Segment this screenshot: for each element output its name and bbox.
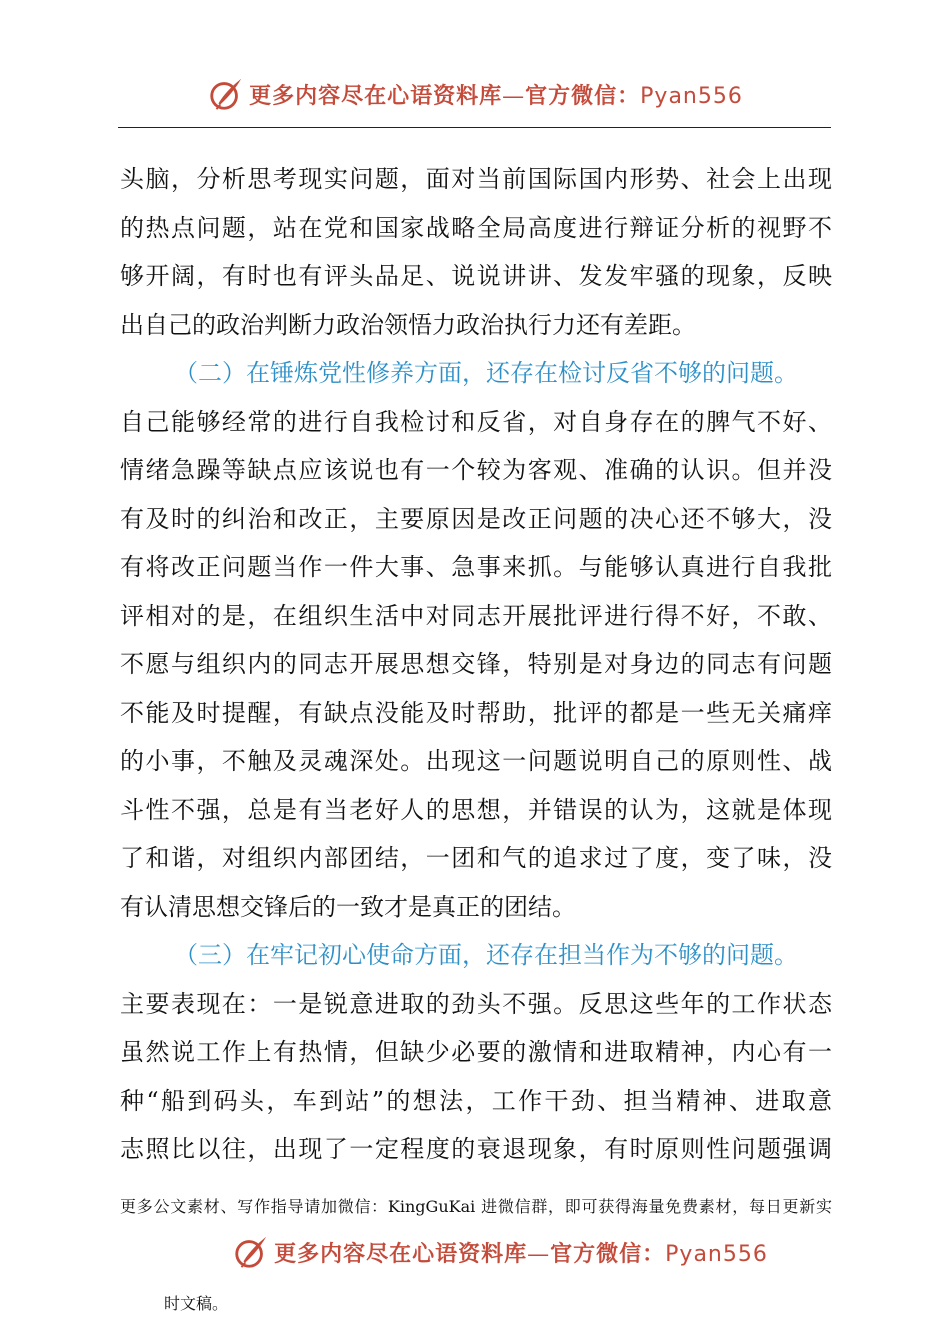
document-body bbox=[120, 155, 832, 1174]
watermark-text bbox=[274, 1237, 768, 1268]
footer-tail: 时文稿。 bbox=[164, 1294, 229, 1313]
watermark-separator: — bbox=[502, 83, 526, 109]
body-line: 头脑，分析思考现实问题，面对当前国际国内形势、社会上出现 bbox=[120, 165, 832, 193]
body-line: 的小事，不触及灵魂深处。出现这一问题说明自己的原则性、战 bbox=[120, 747, 832, 775]
watermark-text bbox=[249, 79, 743, 110]
body-line: 出自己的政治判断力政治领悟力政治执行力还有差距。 bbox=[120, 310, 696, 339]
body-line: 自己能够经常的进行自我检讨和反省，对自身存在的脾气不好、 bbox=[120, 407, 832, 436]
body-line: 虽然说工作上有热情，但缺少必要的激情和进取精神，内心有一 bbox=[120, 1038, 832, 1066]
watermark-brand: 更多内容尽在心语资料库 bbox=[274, 1240, 528, 1267]
body-line: 有认清思想交锋后的一致才是真正的团结。 bbox=[120, 892, 576, 921]
watermark-separator: — bbox=[527, 1241, 551, 1267]
footer-note: 更多公文素材、写作指导请加微信：KingGuKai 进微信群，即可获得海量免费素材，每日更新实 bbox=[120, 1197, 832, 1216]
header-divider bbox=[118, 127, 831, 128]
body-line: 有将改正问题当作一件大事、急事来抓。与能够认真进行自我批 bbox=[120, 553, 832, 581]
header-watermark bbox=[0, 72, 950, 116]
section-heading: （二）在锤炼党性修养方面，还存在检讨反省不够的问题。 bbox=[174, 359, 798, 387]
watermark-suffix: 官方微信： bbox=[550, 1240, 666, 1267]
body-line: 不能及时提醒，有缺点没能及时帮助，批评的都是一些无关痛痒 bbox=[120, 698, 832, 727]
watermark-suffix: 官方微信： bbox=[525, 82, 641, 109]
feather-pen-logo-icon bbox=[232, 1233, 270, 1271]
body-line: 够开阔，有时也有评头品足、说说讲讲、发发牢骚的现象，反映 bbox=[120, 262, 832, 290]
body-line: 不愿与组织内的同志开展思想交锋，特别是对身边的同志有问题 bbox=[120, 650, 832, 678]
body-line: 志照比以往，出现了一定程度的衰退现象，有时原则性问题强调 bbox=[120, 1135, 832, 1163]
feather-pen-logo-icon bbox=[207, 75, 245, 113]
watermark bbox=[232, 1233, 768, 1271]
section-heading: （三）在牢记初心使命方面，还存在担当作为不够的问题。 bbox=[174, 941, 798, 969]
body-line: 斗性不强，总是有当老好人的思想，并错误的认为，这就是体现 bbox=[120, 795, 832, 824]
body-line: 有及时的纠治和改正，主要原因是改正问题的决心还不够大，没 bbox=[120, 504, 832, 533]
body-line: 主要表现在：一是锐意进取的劲头不强。反思这些年的工作状态 bbox=[120, 989, 832, 1018]
footer-watermark bbox=[0, 1230, 950, 1274]
body-line: 了和谐，对组织内部团结，一团和气的追求过了度，变了味，没 bbox=[120, 844, 832, 872]
body-line: 种“船到码头，车到站”的想法，工作干劲、担当精神、进取意 bbox=[120, 1086, 832, 1115]
body-line: 情绪急躁等缺点应该说也有一个较为客观、准确的认识。但并没 bbox=[120, 456, 832, 484]
body-line: 评相对的是，在组织生活中对同志开展批评进行得不好，不敢、 bbox=[120, 601, 832, 630]
watermark-brand: 更多内容尽在心语资料库 bbox=[249, 82, 503, 109]
body-line: 的热点问题，站在党和国家战略全局高度进行辩证分析的视野不 bbox=[120, 213, 832, 242]
watermark-wechat-id: Pyan556 bbox=[665, 1241, 768, 1267]
watermark bbox=[207, 75, 743, 113]
watermark-wechat-id: Pyan556 bbox=[640, 83, 743, 109]
